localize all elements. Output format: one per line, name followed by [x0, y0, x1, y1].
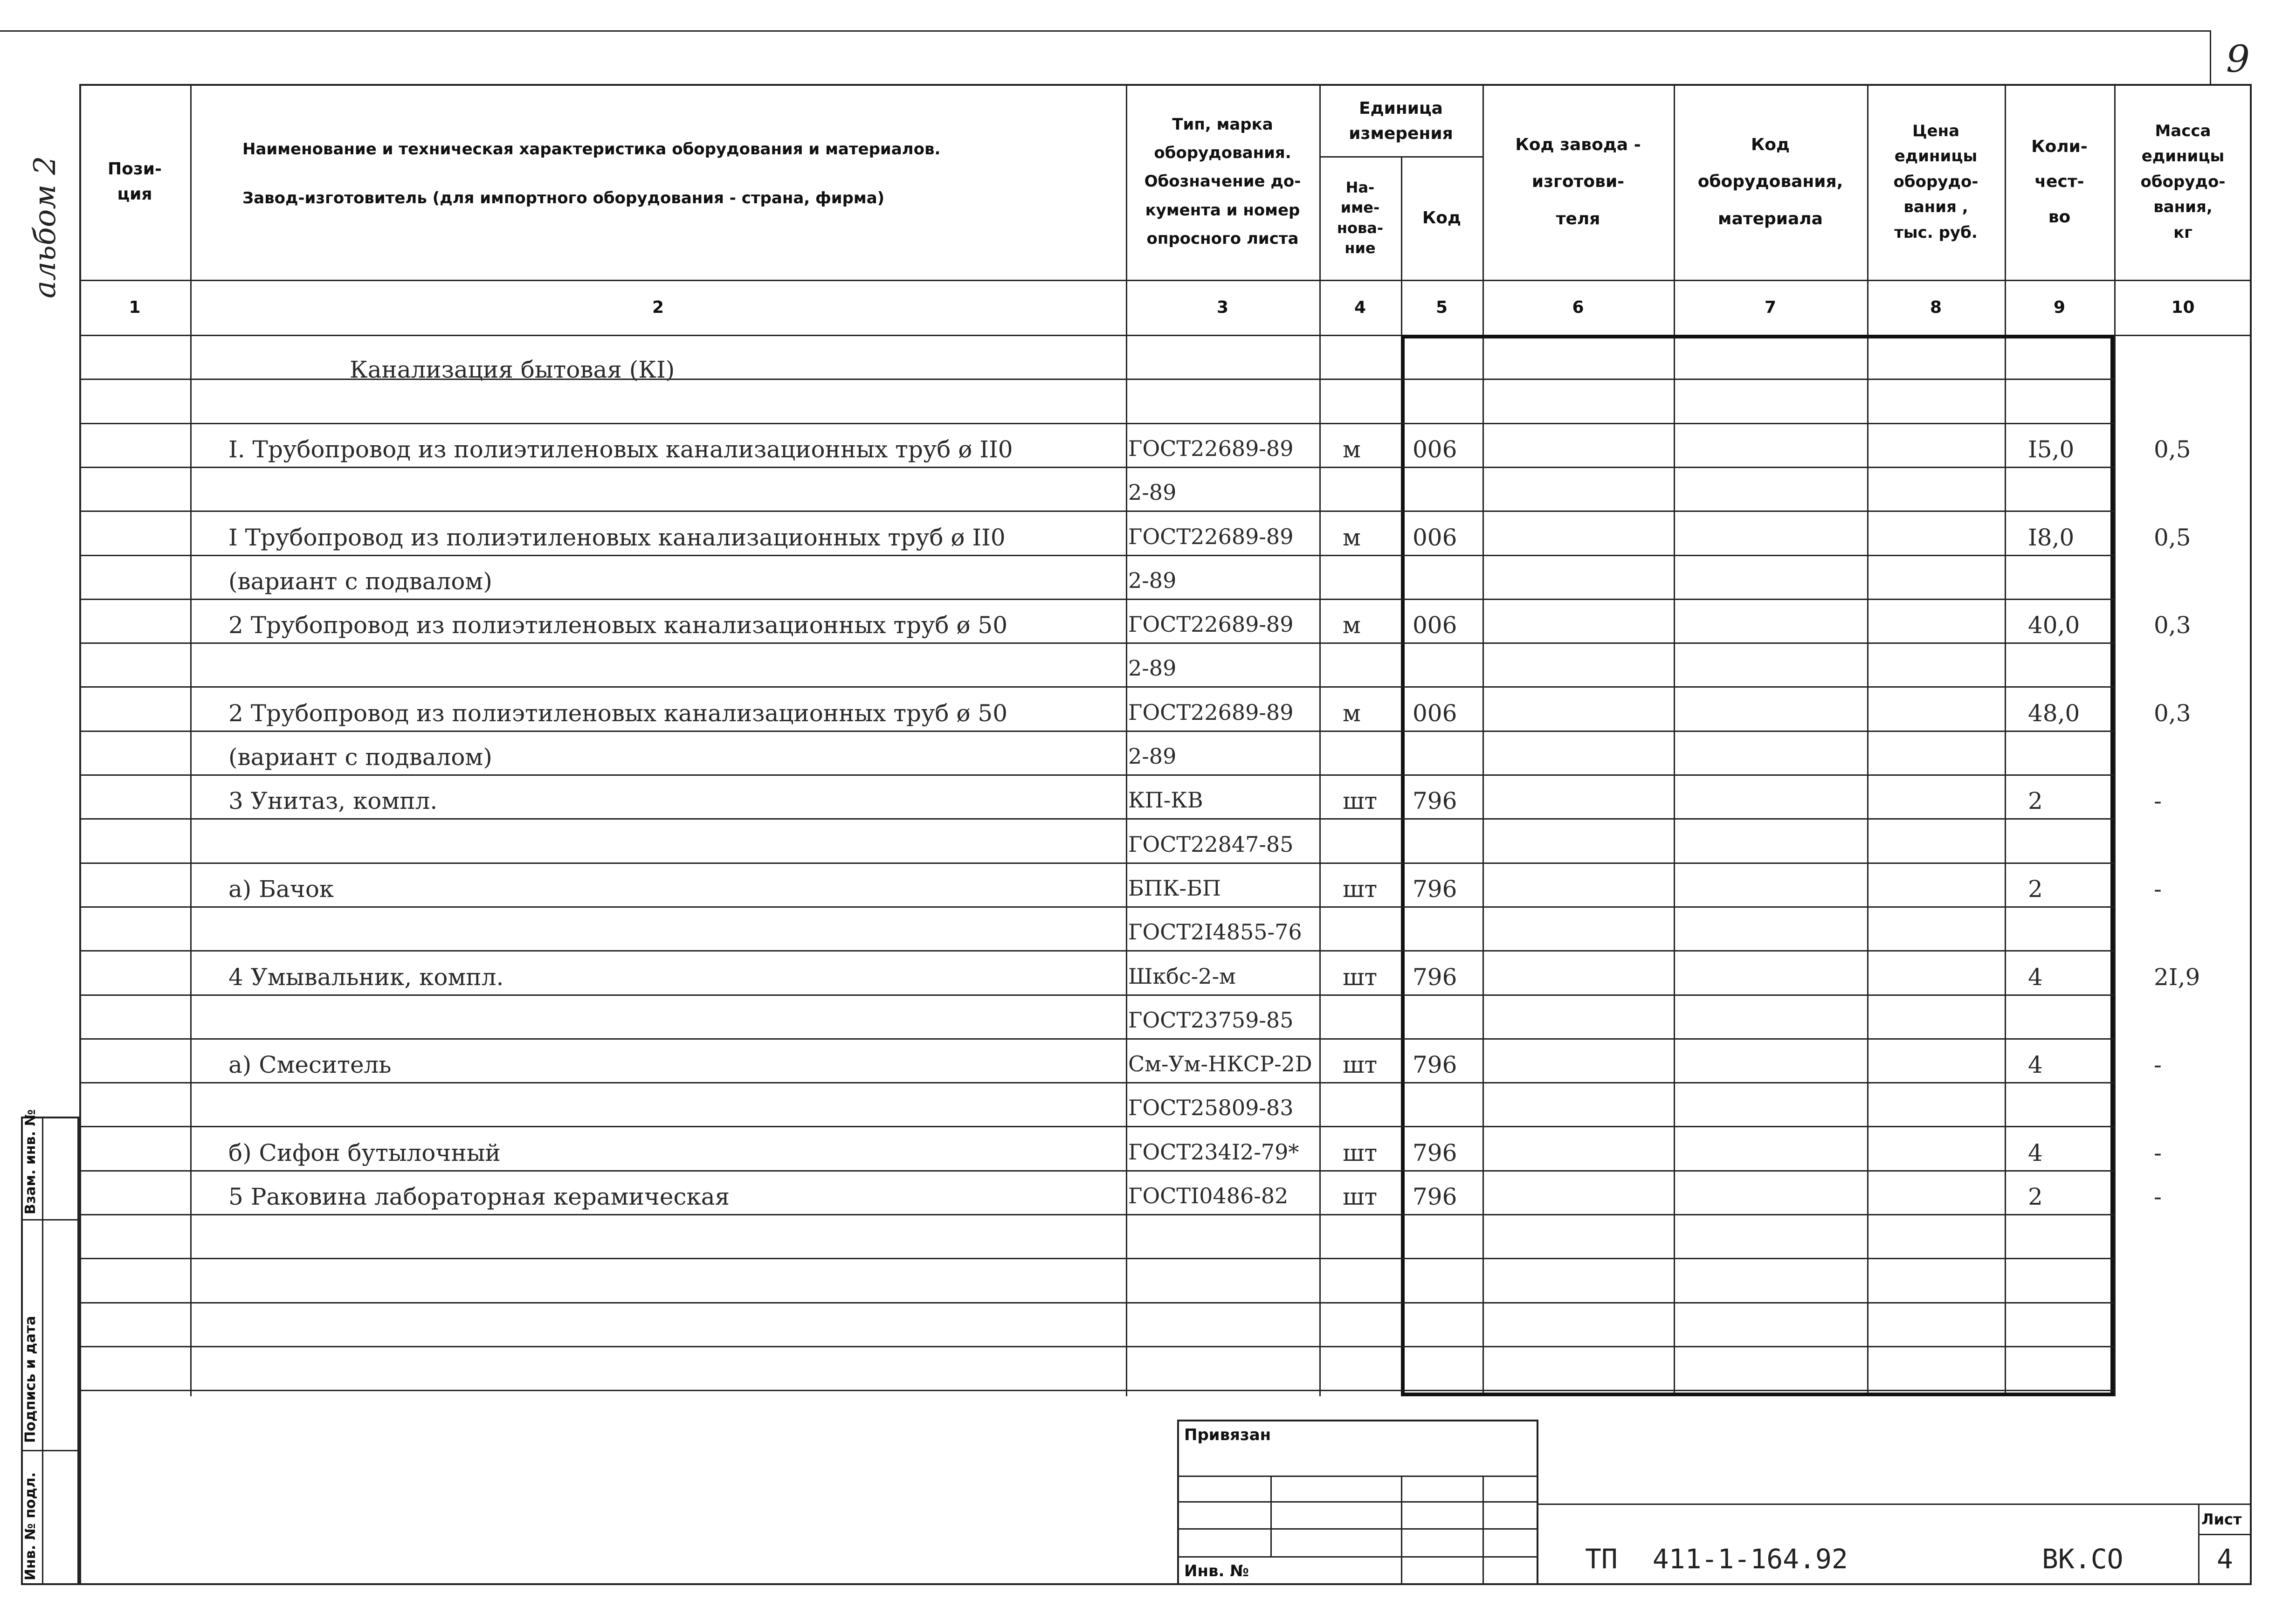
side-label-podpis: Подпись и дата: [22, 1316, 39, 1443]
header-unit-group: Единица измерения: [1349, 99, 1453, 143]
row-mass: -: [2154, 1139, 2162, 1166]
col-number-8: 8: [1930, 297, 1942, 317]
col-number-6: 6: [1572, 297, 1584, 317]
row-divider: [79, 818, 2114, 820]
header-name-line2: Завод-изготовитель (для импортного оборудования - страна, фирма): [242, 189, 885, 207]
thick-code-box: [1401, 335, 2114, 1396]
row-type: ГОСТ22689-89: [1128, 612, 1294, 637]
row-divider: [79, 731, 2114, 732]
stamp-privyazan-label: Привязан: [1184, 1426, 1271, 1444]
row-name: 2 Трубопровод из полиэтиленовых канализационных труб ø 50: [228, 700, 1008, 727]
row-divider: [79, 1302, 2114, 1304]
header-factory-code: Код завода - изготови- теля: [1515, 135, 1641, 228]
row-type: ГОСТ22847-85: [1128, 832, 1294, 857]
col-number-2: 2: [652, 297, 664, 317]
header-mass: Масса единицы оборудо- вания, кг: [2140, 122, 2226, 242]
row-name: 2 Трубопровод из полиэтиленовых канализационных труб ø 50: [228, 612, 1008, 639]
col-number-5: 5: [1435, 297, 1448, 317]
row-quantity: I5,0: [2028, 436, 2075, 463]
row-type: ГОСТI0486-82: [1128, 1183, 1289, 1208]
header-price: Цена единицы оборудо- вания , тыс. руб.: [1893, 122, 1979, 242]
stamp-list-label: Лист: [2201, 1511, 2242, 1528]
row-type: ГОСТ22689-89: [1128, 436, 1294, 461]
col-number-1: 1: [129, 297, 141, 317]
row-type: КП-КВ: [1128, 787, 1203, 813]
row-mass: 0,5: [2154, 524, 2191, 551]
row-name: I. Трубопровод из полиэтиленовых канализационных труб ø II0: [228, 436, 1013, 463]
row-divider: [79, 423, 2114, 424]
row-type: БПК-БП: [1128, 876, 1221, 901]
row-quantity: I8,0: [2028, 524, 2075, 551]
row-divider: [79, 862, 2114, 864]
row-divider: [79, 510, 2114, 512]
row-divider: [79, 950, 2114, 952]
row-type: ГОСТ22689-89: [1128, 700, 1294, 725]
row-divider: [79, 906, 2114, 908]
row-name: а) Смеситель: [228, 1051, 392, 1078]
row-name: (вариант с подвалом): [228, 744, 492, 771]
col-number-3: 3: [1216, 297, 1229, 317]
stamp-list-number: 4: [2217, 1543, 2233, 1575]
row-unit: м: [1343, 700, 1361, 727]
page-number-handwritten: 9: [2226, 37, 2250, 81]
row-type: Шкбс-2-м: [1128, 964, 1236, 989]
row-quantity: 48,0: [2028, 700, 2080, 727]
col-number-10: 10: [2171, 297, 2195, 317]
header-unit-code: Код: [1422, 208, 1462, 228]
row-unit-code: 006: [1413, 524, 1457, 551]
section-title: Канализация бытовая (КI): [350, 356, 675, 383]
row-unit-code: 006: [1413, 612, 1457, 639]
row-unit: шт: [1343, 876, 1378, 903]
row-unit-code: 006: [1413, 436, 1457, 463]
stamp-doc-code: ТП 411-1-164.92: [1585, 1543, 1848, 1575]
side-label-inv-podl: Инв. № подл.: [22, 1472, 39, 1580]
row-unit-code: 796: [1413, 1139, 1457, 1166]
stamp-sheet-code: ВК.СО: [2042, 1543, 2124, 1575]
row-type: 2-89: [1128, 568, 1177, 593]
album-label: альбом 2: [28, 156, 62, 298]
row-name: 3 Унитаз, компл.: [228, 787, 438, 814]
row-mass: 0,3: [2154, 700, 2191, 727]
row-type: ГОСТ25809-83: [1128, 1095, 1294, 1120]
row-unit-code: 006: [1413, 700, 1457, 727]
row-name: а) Бачок: [228, 876, 334, 903]
row-unit-code: 796: [1413, 1051, 1457, 1078]
row-type: ГОСТ234I2-79*: [1128, 1139, 1299, 1165]
row-divider: [79, 1126, 2114, 1127]
row-quantity: 4: [2028, 964, 2043, 991]
row-unit: м: [1343, 524, 1361, 551]
row-name: I Трубопровод из полиэтиленовых канализационных труб ø II0: [228, 524, 1006, 551]
row-unit: шт: [1343, 1139, 1378, 1166]
row-unit-code: 796: [1413, 1183, 1457, 1210]
row-type: ГОСТ22689-89: [1128, 524, 1294, 549]
row-unit: м: [1343, 612, 1361, 639]
row-unit-code: 796: [1413, 787, 1457, 814]
row-type: ГОСТ23759-85: [1128, 1007, 1294, 1033]
row-quantity: 2: [2028, 1183, 2043, 1210]
row-mass: -: [2154, 787, 2162, 814]
row-quantity: 4: [2028, 1139, 2043, 1166]
row-unit: шт: [1343, 787, 1378, 814]
header-position: Пози- ция: [108, 159, 162, 204]
side-label-vzam: Взам. инв. №: [22, 1109, 39, 1214]
row-name: 5 Раковина лабораторная керамическая: [228, 1183, 730, 1210]
row-quantity: 2: [2028, 876, 2043, 903]
row-divider: [79, 555, 2114, 556]
row-mass: -: [2154, 1183, 2162, 1210]
row-name: б) Сифон бутылочный: [228, 1139, 501, 1166]
stamp-inv-label: Инв. №: [1184, 1562, 1249, 1580]
row-quantity: 4: [2028, 1051, 2043, 1078]
row-unit: шт: [1343, 964, 1378, 991]
row-divider: [79, 599, 2114, 600]
col-number-4: 4: [1354, 297, 1366, 317]
row-type: 2-89: [1128, 655, 1177, 681]
row-type: 2-89: [1128, 744, 1177, 769]
row-mass: -: [2154, 1051, 2162, 1078]
header-equipment-code: Код оборудования, материала: [1697, 135, 1843, 228]
row-mass: 0,5: [2154, 436, 2191, 463]
row-unit-code: 796: [1413, 876, 1457, 903]
header-quantity: Коли- чест- во: [2031, 137, 2088, 227]
row-unit-code: 796: [1413, 964, 1457, 991]
header-name-line1: Наименование и техническая характеристика оборудования и материалов.: [242, 140, 941, 159]
row-mass: -: [2154, 876, 2162, 903]
row-divider: [79, 994, 2114, 996]
row-divider: [79, 1258, 2114, 1259]
col-number-9: 9: [2053, 297, 2066, 317]
row-divider: [79, 686, 2114, 688]
row-unit: шт: [1343, 1183, 1378, 1210]
row-divider: [79, 1038, 2114, 1040]
row-divider: [79, 467, 2114, 468]
row-mass: 2I,9: [2154, 964, 2200, 991]
row-divider: [79, 1082, 2114, 1083]
row-type: ГОСТ2I4855-76: [1128, 919, 1302, 945]
row-type: См-Ум-НКСР-2D: [1128, 1051, 1312, 1076]
row-divider: [79, 642, 2114, 644]
row-divider: [79, 774, 2114, 776]
row-quantity: 2: [2028, 787, 2043, 814]
row-name: 4 Умывальник, компл.: [228, 964, 504, 991]
row-quantity: 40,0: [2028, 612, 2080, 639]
row-type: 2-89: [1128, 480, 1177, 505]
row-divider: [79, 1390, 2114, 1391]
row-unit: м: [1343, 436, 1361, 463]
row-divider: [79, 1214, 2114, 1215]
row-divider: [79, 1170, 2114, 1172]
row-name: (вариант с подвалом): [228, 568, 492, 595]
row-mass: 0,3: [2154, 612, 2191, 639]
row-divider: [79, 1346, 2114, 1347]
header-type: Тип, марка оборудования. Обозначение до- кумента и номер опросного листа: [1144, 115, 1301, 248]
row-unit: шт: [1343, 1051, 1378, 1078]
col-number-7: 7: [1764, 297, 1777, 317]
header-unit-name: На- име- нова- ние: [1337, 179, 1384, 257]
